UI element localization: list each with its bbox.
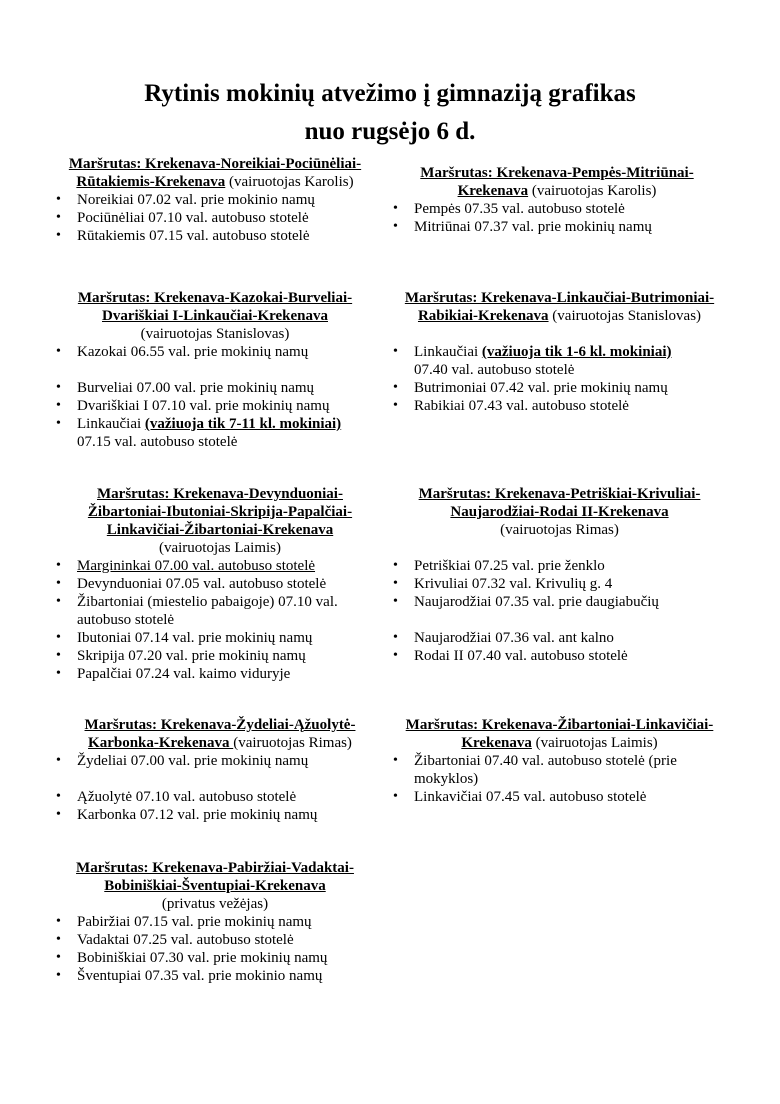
route-zibartoniai — [387, 716, 732, 806]
stop-item: • Bobiniškiai 07.30 val. prie mokinių namų — [50, 949, 380, 967]
route-name: Maršrutas: Krekenava-Žydeliai-Ąžuolytė- — [84, 717, 356, 733]
stop-item: • Ąžuolytė 07.10 val. autobuso stotelė — [50, 788, 390, 806]
route-header — [50, 859, 380, 913]
stop-item: • Linkavičiai 07.45 val. autobuso stotelė — [387, 788, 732, 806]
stop-list — [387, 200, 727, 236]
route-kazokai — [50, 289, 380, 451]
stop-list — [50, 557, 390, 683]
route-name: Rabikiai-Krekenava — [417, 308, 549, 324]
page-title: Rytinis mokinių atvežimo į gimnaziją grafikas — [144, 80, 636, 107]
route-header — [387, 485, 732, 539]
route-header — [387, 164, 727, 200]
route-name: Krekenava — [457, 183, 529, 199]
stop-item: • Papalčiai 07.24 val. kaimo viduryje — [50, 665, 390, 683]
driver-label: (vairuotojas Laimis) — [158, 540, 282, 556]
stop-list — [387, 752, 732, 806]
stop-time: 07.40 val. autobuso stotelė — [414, 362, 575, 378]
stop-item: • Noreikiai 07.02 val. prie mokinio namų — [50, 191, 380, 209]
stop-item: • Margininkai 07.00 val. autobuso stotelė — [50, 557, 390, 575]
route-name: Dvariškiai I-Linkaučiai-Krekenava — [102, 308, 328, 324]
route-name: Karbonka-Krekenava — [88, 735, 234, 751]
stop-item: • Naujarodžiai 07.36 val. ant kalno — [387, 629, 732, 647]
driver-label: (vairuotojas Stanislovas) — [548, 308, 702, 324]
stop-item: • Petriškiai 07.25 val. prie ženklo — [387, 557, 732, 575]
driver-label: (vairuotojas Karolis) — [225, 174, 354, 190]
route-name: Maršrutas: Krekenava-Kazokai-Burveliai- — [77, 290, 353, 306]
stop-item: • Žydeliai 07.00 val. prie mokinių namų — [50, 752, 390, 770]
route-name: Naujarodžiai-Rodai II-Krekenava — [450, 504, 669, 520]
driver-label: (vairuotojas Rimas) — [500, 522, 619, 538]
route-name: Maršrutas: Krekenava-Petriškiai-Krivuliai- — [418, 486, 701, 502]
stop-item: • Butrimoniai 07.42 val. prie mokinių namų — [387, 379, 732, 397]
route-name: Maršrutas: Krekenava-Devynduoniai- — [97, 486, 343, 502]
stop-item: • Krivuliai 07.32 val. Krivulių g. 4 — [387, 575, 732, 593]
route-name: Maršrutas: Krekenava-Linkaučiai-Butrimoniai- — [404, 290, 715, 306]
stop-item: • Pempės 07.35 val. autobuso stotelė — [387, 200, 727, 218]
stop-list — [50, 913, 380, 985]
stop-item: • Rabikiai 07.43 val. autobuso stotelė — [387, 397, 732, 415]
stop-note: (važiuoja tik 7-11 kl. mokiniai) — [144, 416, 342, 432]
route-pabirziai — [50, 859, 380, 985]
stop-time: 07.15 val. autobuso stotelė — [77, 434, 238, 450]
route-name: Krekenava — [461, 735, 532, 751]
route-name: Maršrutas: Krekenava-Žibartoniai-Linkavičiai- — [405, 717, 714, 733]
route-header — [50, 289, 380, 343]
stop-list — [387, 343, 732, 415]
route-petriskiai — [387, 485, 732, 665]
driver-label: (privatus vežėjas) — [161, 896, 269, 912]
stop-item: • Rūtakiemis 07.15 val. autobuso stotelė — [50, 227, 380, 245]
route-header — [387, 289, 732, 325]
route-name: Žibartoniai-Ibutoniai-Skripija-Papalčiai- — [87, 504, 353, 520]
stop-list — [50, 752, 390, 824]
stop-list — [387, 557, 732, 665]
route-noreikiai — [50, 155, 380, 245]
route-pempes — [387, 164, 727, 236]
driver-label: (vairuotojas Stanislovas) — [140, 326, 290, 342]
route-name: Maršrutas: Krekenava-Pabiržiai-Vadaktai- — [76, 860, 354, 876]
stop-item: • Šventupiai 07.35 val. prie mokinio namų — [50, 967, 380, 985]
route-header — [50, 155, 380, 191]
stop-item — [50, 415, 380, 451]
stop-item: • Dvariškiai I 07.10 val. prie mokinių namų — [50, 397, 380, 415]
stop-item: • Mitriūnai 07.37 val. prie mokinių namų — [387, 218, 727, 236]
route-name: Maršrutas: Krekenava-Pempės-Mitriūnai- — [420, 165, 694, 181]
driver-label: (vairuotojas Karolis) — [528, 183, 657, 199]
stop-item — [387, 343, 732, 379]
driver-label: (vairuotojas Laimis) — [531, 735, 658, 751]
stop-item: • Kazokai 06.55 val. prie mokinių namų — [50, 343, 380, 361]
driver-label: (vairuotojas Rimas) — [233, 735, 352, 751]
stop-item: • Rodai II 07.40 val. autobuso stotelė — [387, 647, 732, 665]
stop-list — [50, 191, 380, 245]
route-name: Bobiniškiai-Šventupiai-Krekenava — [104, 878, 326, 894]
stop-name: Linkaučiai — [414, 344, 482, 360]
route-zydeliai — [50, 716, 390, 824]
route-name: Linkavičiai-Žibartoniai-Krekenava — [106, 522, 334, 538]
stop-item: • Žibartoniai 07.40 val. autobuso stotelė (prie mokyklos) — [387, 752, 732, 788]
stop-item: • Karbonka 07.12 val. prie mokinių namų — [50, 806, 390, 824]
page-subtitle: nuo rugsėjo 6 d. — [304, 118, 476, 145]
stop-name: Linkaučiai — [77, 416, 145, 432]
stop-item: • Pabiržiai 07.15 val. prie mokinių namų — [50, 913, 380, 931]
stop-item: • Pociūnėliai 07.10 val. autobuso stotelė — [50, 209, 380, 227]
stop-item: • Ibutoniai 07.14 val. prie mokinių namų — [50, 629, 390, 647]
stop-item: • Devynduoniai 07.05 val. autobuso stotelė — [50, 575, 390, 593]
route-header — [50, 485, 390, 557]
route-linkauciai — [387, 289, 732, 415]
stop-list — [50, 343, 380, 451]
stop-item: • Naujarodžiai 07.35 val. prie daugiabučių — [387, 593, 732, 611]
stop-note: (važiuoja tik 1-6 kl. mokiniai) — [481, 344, 672, 360]
stop-item: • Burveliai 07.00 val. prie mokinių namų — [50, 379, 380, 397]
route-devynduoniai — [50, 485, 390, 683]
stop-item: • Žibartoniai (miestelio pabaigoje) 07.10 val. autobuso stotelė — [50, 593, 390, 629]
route-name: Rūtakiemis-Krekenava — [76, 174, 226, 190]
route-header — [387, 716, 732, 752]
route-name: Maršrutas: Krekenava-Noreikiai-Pociūnėliai- — [68, 156, 362, 172]
stop-item: • Skripija 07.20 val. prie mokinių namų — [50, 647, 390, 665]
stop-item: • Vadaktai 07.25 val. autobuso stotelė — [50, 931, 380, 949]
route-header — [50, 716, 390, 752]
